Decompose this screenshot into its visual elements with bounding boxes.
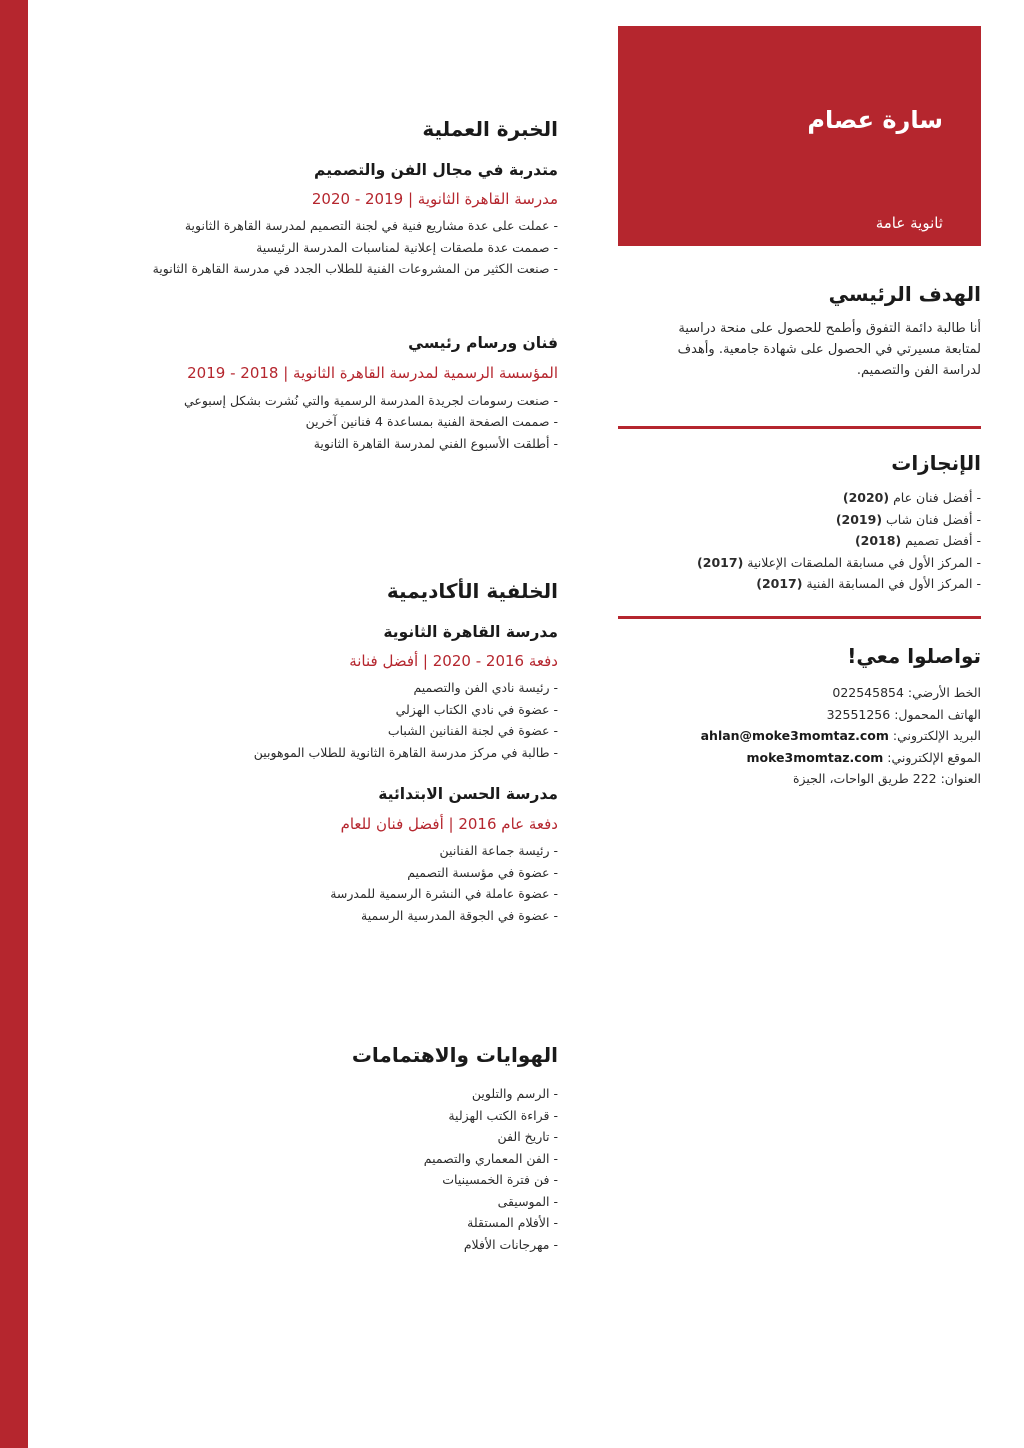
list-item: - طالبة في مركز مدرسة القاهرة الثانوية للطلاب الموهوبين [253, 744, 558, 760]
education-section [90, 579, 558, 926]
list-item: - تاريخ الفن [497, 1129, 558, 1144]
objective-section [618, 282, 981, 381]
list-item: - عضوة في الجوقة المدرسية الرسمية [361, 907, 558, 923]
school-class: دفعة عام 2016 | أفضل فنان للعام [340, 815, 558, 833]
contact-list [618, 682, 981, 790]
list-item: - أطلقت الأسبوع الفني لمدرسة القاهرة الثانوية [313, 435, 558, 451]
objective-text: أنا طالبة دائمة التفوق وأطمح للحصول على منحة دراسية لمتابعة مسيرتي في الحصول على شهادة جامعية. وأهدف لدراسة الفن والتصميم. [677, 321, 981, 378]
list-item: - صنعت الكثير من المشروعات الفنية للطلاب الجدد في مدرسة القاهرة الثانوية [152, 261, 558, 276]
list-item: - المركز الأول في المسابقة الفنية (2017) [756, 576, 981, 591]
list-item: - عضوة عاملة في النشرة الرسمية للمدرسة [330, 886, 558, 901]
left-accent-bar [0, 0, 28, 1448]
job-title: متدربة في مجال الفن والتصميم [314, 161, 558, 179]
school-activities [90, 677, 558, 763]
school-name: مدرسة القاهرة الثانوية [383, 623, 558, 641]
achievements-list [618, 487, 981, 595]
achievements-section [618, 451, 981, 595]
job-duties [90, 390, 558, 455]
hobbies-list [90, 1083, 558, 1255]
list-item: - قراءة الكتب الهزلية [448, 1107, 558, 1123]
section-divider [618, 616, 981, 619]
contact-address: العنوان: 222 طريق الواحات، الجيزة [792, 771, 981, 786]
list-item: - الرسم والتلوين [471, 1086, 558, 1101]
name-header-box [618, 26, 981, 246]
person-subtitle: ثانوية عامة [875, 214, 943, 232]
list-item: - المركز الأول في مسابقة الملصقات الإعلانية (2017) [697, 554, 981, 570]
contact-mobile: الهاتف المحمول: 32551256 [826, 706, 981, 722]
school-name: مدرسة الحسن الابتدائية [378, 785, 558, 803]
list-item: - رئيسة جماعة الفنانين [439, 843, 558, 858]
experience-section [90, 117, 558, 454]
job-org: مدرسة القاهرة الثانوية | 2019 - 2020 [311, 190, 558, 208]
list-item: - عضوة في مؤسسة التصميم [407, 864, 558, 880]
objective-title: الهدف الرئيسي [828, 282, 981, 306]
contact-section [618, 644, 981, 790]
school-activities [90, 840, 558, 926]
job-title: فنان ورسام رئيسي [408, 333, 558, 352]
list-item: - مهرجانات الأفلام [463, 1236, 558, 1252]
list-item: - أفضل فنان شاب (2019) [835, 511, 981, 527]
experience-title: الخبرة العملية [422, 117, 558, 141]
contact-website[interactable]: الموقع الإلكتروني: moke3momtaz.com [746, 749, 981, 765]
list-item: - عضوة في نادي الكتاب الهزلي [395, 701, 558, 717]
achievements-title: الإنجازات [891, 451, 981, 475]
hobbies-title: الهوايات والاهتمامات [351, 1043, 558, 1067]
list-item: - أفضل تصميم (2018) [854, 533, 981, 548]
job-org: المؤسسة الرسمية لمدرسة القاهرة الثانوية | 2018 - 2019 [187, 363, 558, 382]
list-item: - فن فترة الخمسينيات [442, 1172, 558, 1187]
list-item: - عملت على عدة مشاريع فنية في لجنة التصميم لمدرسة القاهرة الثانوية [184, 218, 558, 233]
list-item: - الأفلام المستقلة [467, 1215, 558, 1230]
person-name: سارة عصام [807, 106, 943, 134]
list-item: - الفن المعماري والتصميم [423, 1150, 558, 1166]
list-item: - صممت الصفحة الفنية بمساعدة 4 فنانين آخرين [305, 414, 558, 429]
list-item: - صنعت رسومات لجريدة المدرسة الرسمية والتي نُشرت بشكل إسبوعي [183, 392, 558, 408]
list-item: - الموسيقى [497, 1193, 558, 1209]
education-title: الخلفية الأكاديمية [386, 579, 558, 603]
school-class: دفعة 2016 - 2020 | أفضل فنانة [349, 652, 558, 670]
list-item: - أفضل فنان عام (2020) [842, 490, 981, 505]
contact-landline: الخط الأرضي: 022545854 [832, 685, 981, 700]
contact-title: تواصلوا معي! [847, 644, 981, 668]
hobbies-section [90, 1043, 558, 1255]
list-item: - رئيسة نادي الفن والتصميم [413, 680, 558, 695]
list-item: - صممت عدة ملصقات إعلانية لمناسبات المدرسة الرئيسية [256, 239, 558, 255]
job-duties [90, 215, 558, 280]
list-item: - عضوة في لجنة الفنانين الشباب [387, 723, 558, 738]
section-divider [618, 426, 981, 429]
contact-email[interactable]: البريد الإلكتروني: ahlan@moke3momtaz.com [700, 728, 981, 743]
